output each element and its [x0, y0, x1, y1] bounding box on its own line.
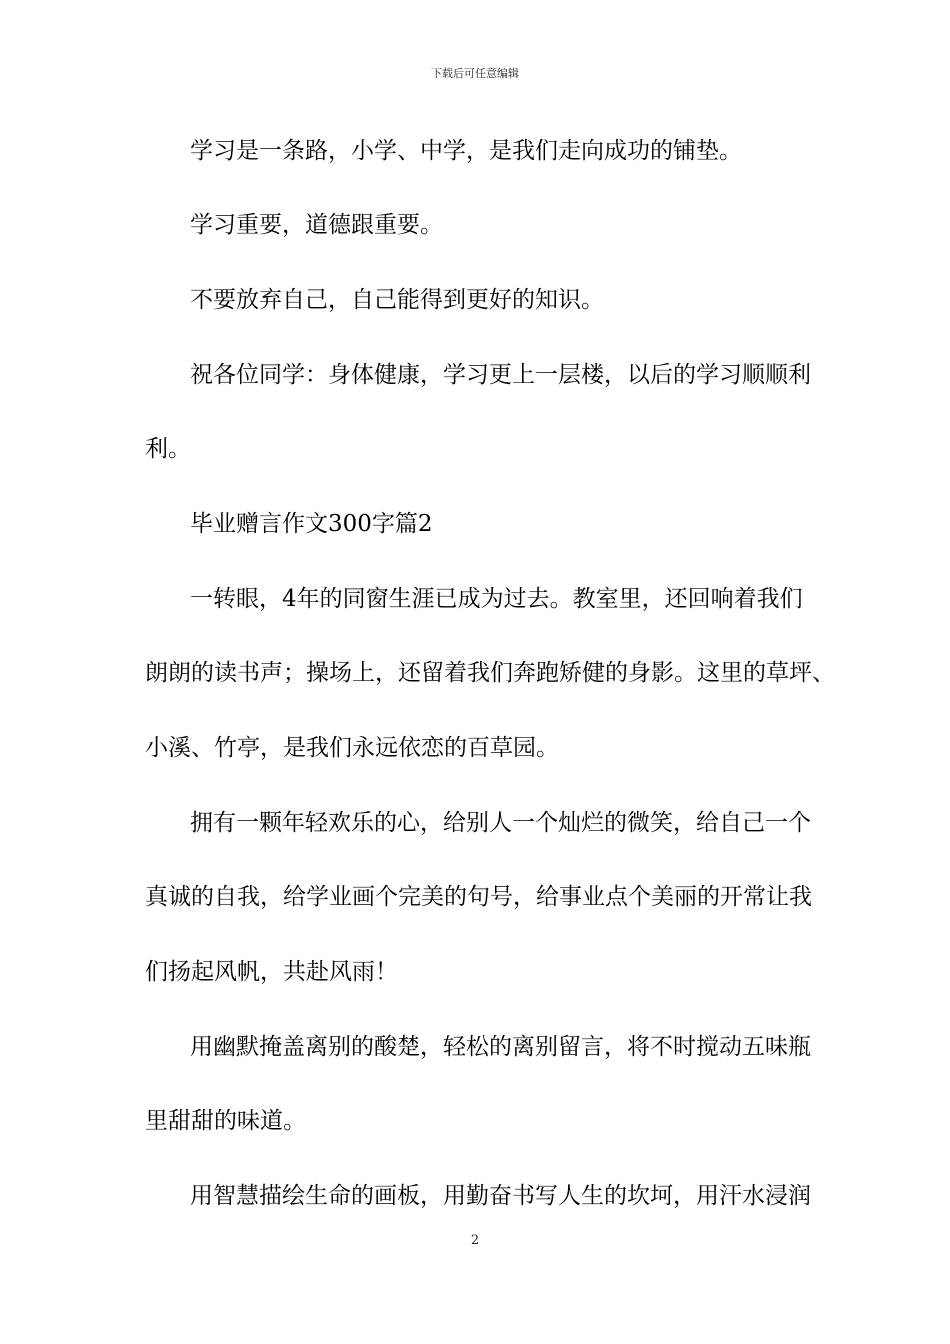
- paragraph-line: 利。: [145, 436, 191, 462]
- paragraph-line: 祝各位同学：身体健康，学习更上一层楼，以后的学习顺顺利: [190, 362, 811, 388]
- paragraph-line: 用智慧描绘生命的画板，用勤奋书写人生的坎坷，用汗水浸润: [190, 1183, 811, 1209]
- paragraph-line: 一转眼，4年的同窗生涯已成为过去。教室里，还回响着我们: [190, 586, 803, 612]
- paragraph-line: 里甜甜的味道。: [145, 1108, 306, 1134]
- paragraph-line: 用幽默掩盖离别的酸楚，轻松的离别留言，将不时搅动五味瓶: [190, 1034, 811, 1060]
- paragraph-line: 们扬起风帆，共赴风雨！: [145, 959, 398, 985]
- paragraph-line: 真诚的自我，给学业画个完美的句号，给事业点个美丽的开常让我: [145, 884, 812, 910]
- paragraph-line: 学习是一条路，小学、中学，是我们走向成功的铺垫。: [190, 138, 742, 164]
- paragraph-line: 学习重要，道德跟重要。: [190, 212, 443, 238]
- section-heading: 毕业赠言作文300字篇2: [190, 511, 433, 537]
- paragraph-line: 朗朗的读书声；操场上，还留着我们奔跑矫健的身影。这里的草坪、: [145, 660, 835, 686]
- paragraph-line: 不要放弃自己，自己能得到更好的知识。: [190, 287, 604, 313]
- paragraph-line: 拥有一颗年轻欢乐的心，给别人一个灿烂的微笑，给自己一个: [190, 810, 811, 836]
- page-header: 下载后可任意编辑: [431, 67, 519, 80]
- paragraph-line: 小溪、竹亭，是我们永远依恋的百草园。: [145, 735, 559, 761]
- page-number: 2: [470, 1233, 480, 1248]
